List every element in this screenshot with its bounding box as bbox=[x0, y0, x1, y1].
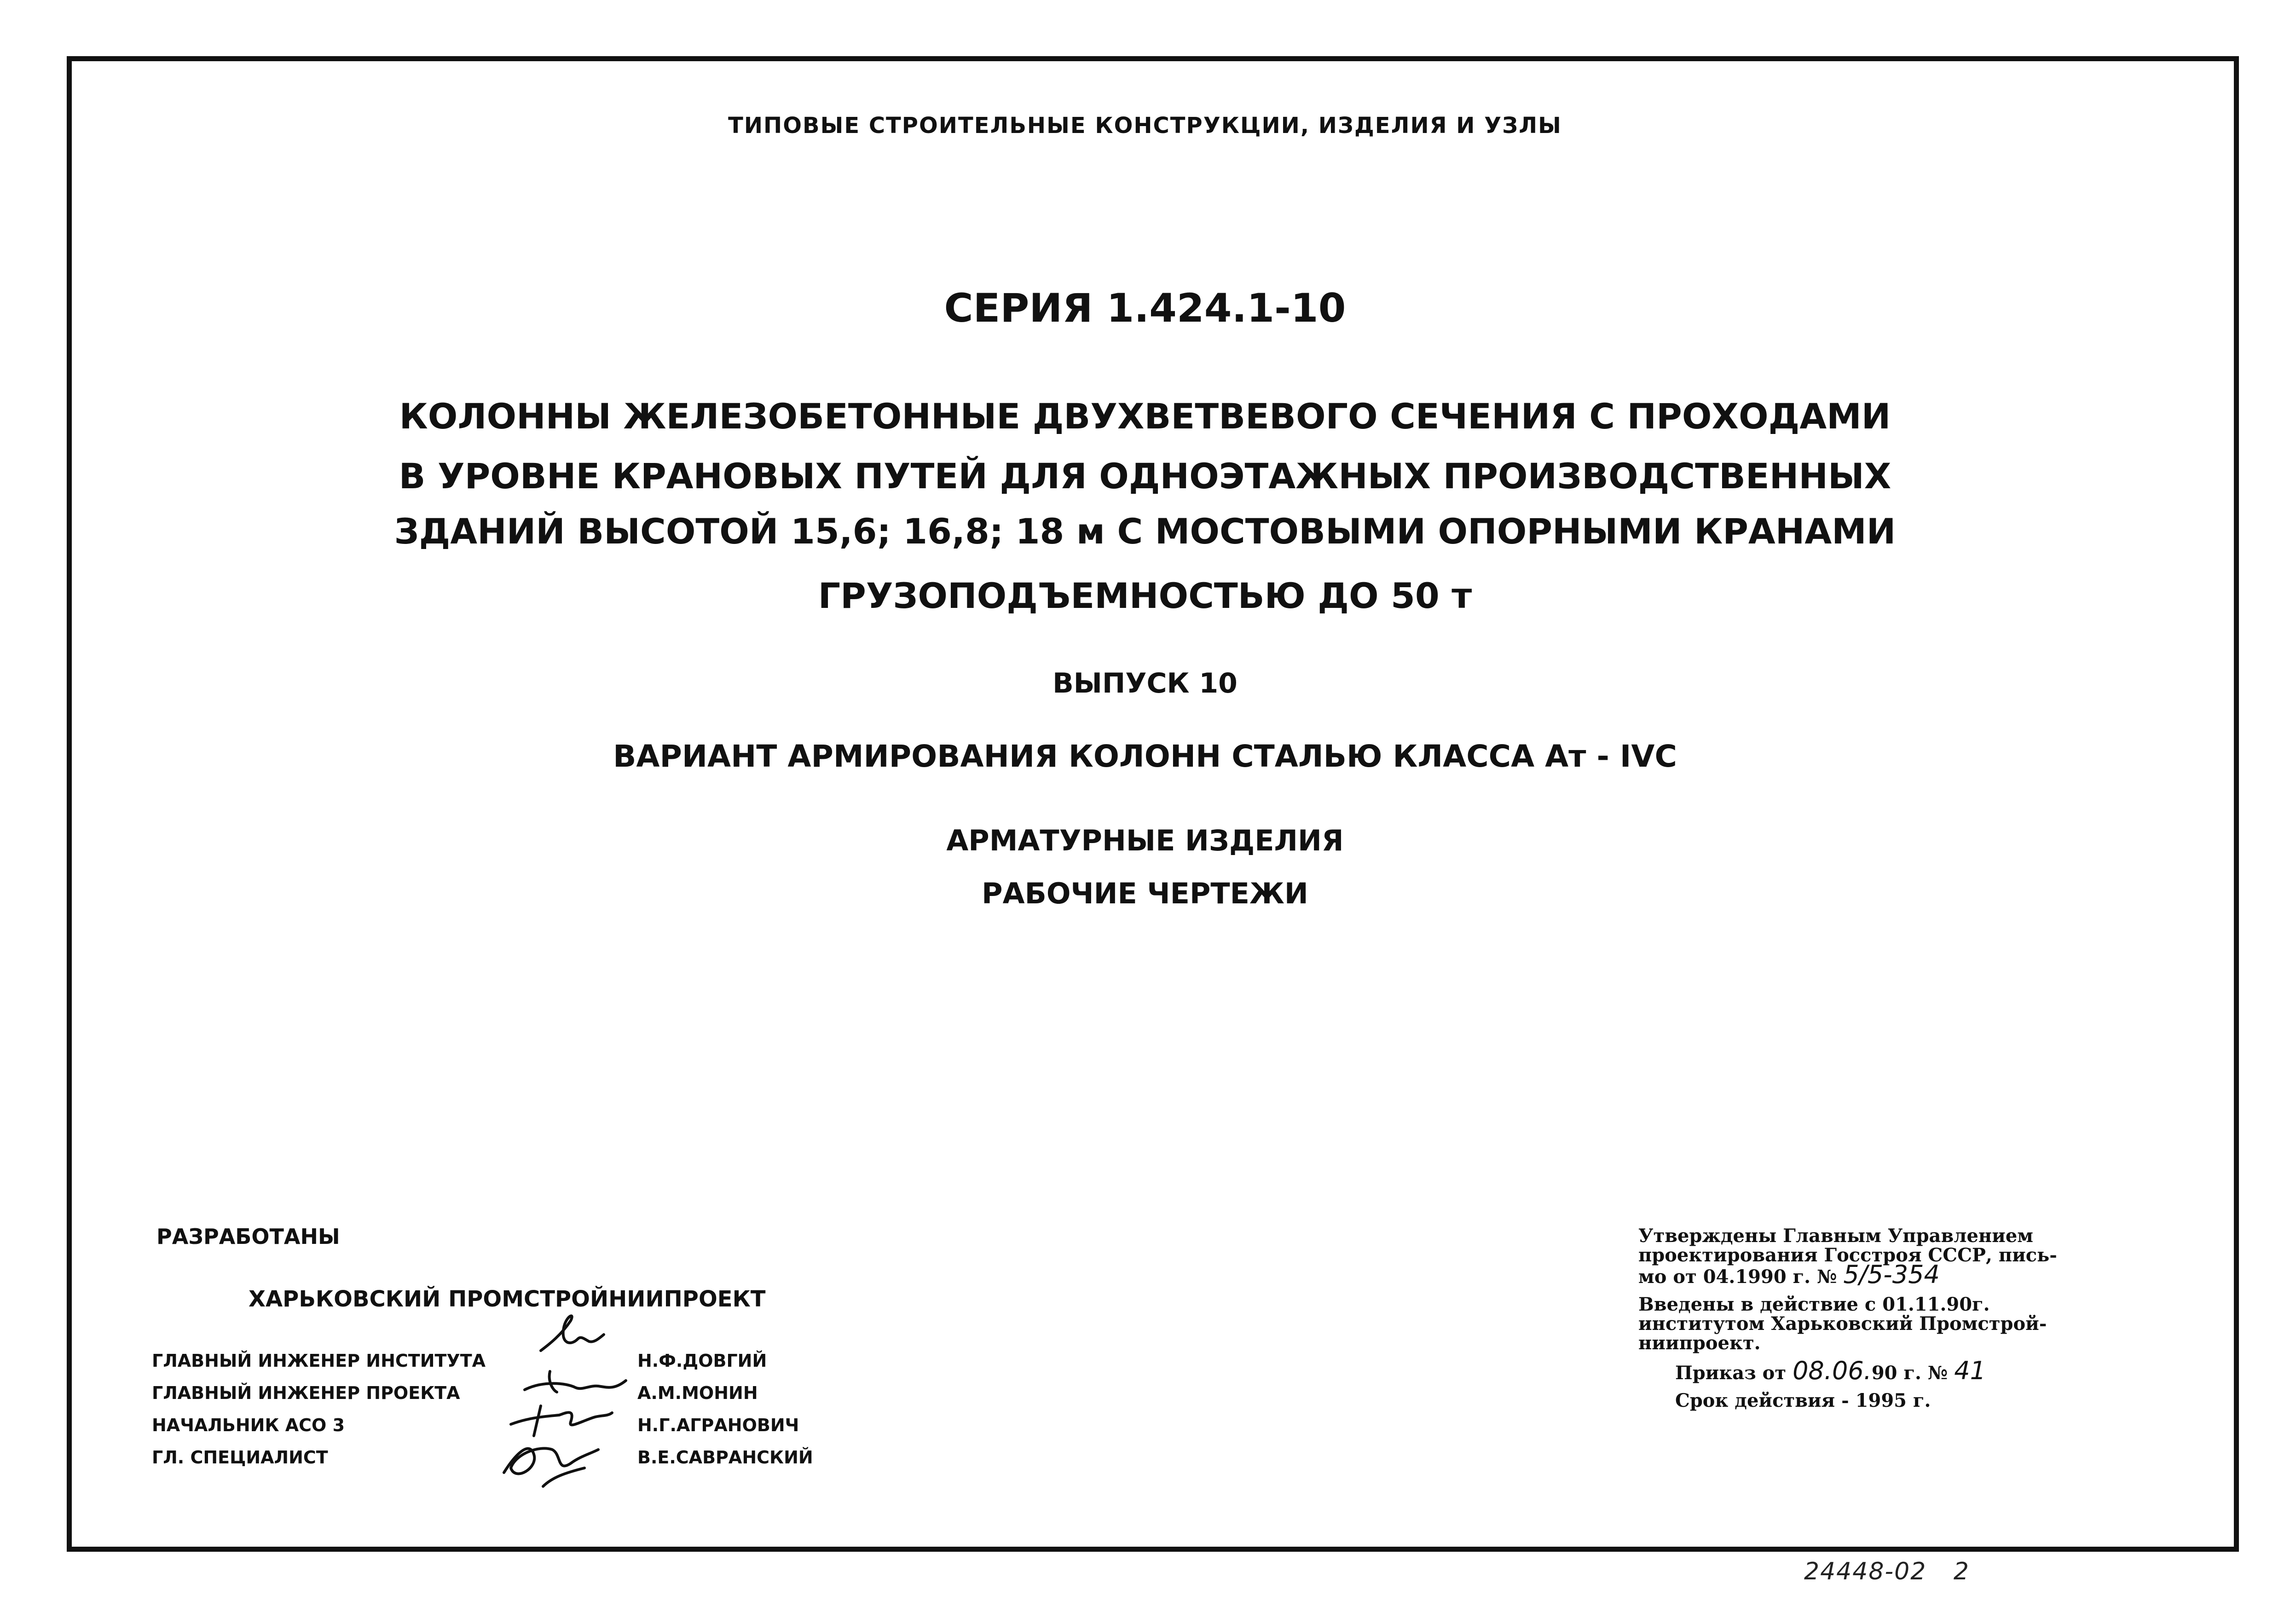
staff-name-4: В.Е.САВРАНСКИЙ bbox=[637, 1447, 813, 1468]
introduced-line-1: Введены в действие с 01.11.90г. bbox=[1638, 1294, 1990, 1315]
signature-agranovich bbox=[511, 1406, 612, 1436]
signature-savranskiy bbox=[504, 1448, 598, 1486]
collection-title: ТИПОВЫЕ СТРОИТЕЛЬНЫЕ КОНСТРУКЦИИ, ИЗДЕЛИЯ И УЗЛЫ bbox=[728, 113, 1562, 139]
introduced-line-2: институтом Харьковский Промстрой- bbox=[1638, 1313, 2047, 1335]
title-line-1: КОЛОННЫ ЖЕЛЕЗОБЕТОННЫЕ ДВУХВЕТВЕВОГО СЕЧЕНИЯ С ПРОХОДАМИ bbox=[399, 396, 1891, 437]
staff-name-3: Н.Г.АГРАНОВИЧ bbox=[637, 1415, 799, 1435]
title-line-2: В УРОВНЕ КРАНОВЫХ ПУТЕЙ ДЛЯ ОДНОЭТАЖНЫХ ПРОИЗВОДСТВЕННЫХ bbox=[399, 456, 1891, 497]
approval-validity: Срок действия - 1995 г. bbox=[1675, 1390, 1931, 1411]
order-number: 41 bbox=[1954, 1356, 1986, 1385]
signature-dovgiy bbox=[541, 1316, 604, 1351]
title-line-3: ЗДАНИЙ ВЫСОТОЙ 15,6; 16,8; 18 м С МОСТОВЫМИ ОПОРНЫМИ КРАНАМИ bbox=[394, 511, 1896, 552]
variant-text: ВАРИАНТ АРМИРОВАНИЯ КОЛОНН СТАЛЬЮ КЛАССА Ат - IVС bbox=[613, 739, 1677, 774]
developed-label: РАЗРАБОТАНЫ bbox=[156, 1224, 340, 1249]
staff-position-2: ГЛАВНЫЙ ИНЖЕНЕР ПРОЕКТА bbox=[152, 1383, 460, 1403]
subtitle-line-2: РАБОЧИЕ ЧЕРТЕЖИ bbox=[982, 877, 1308, 910]
staff-position-4: ГЛ. СПЕЦИАЛИСТ bbox=[152, 1447, 328, 1468]
order-prefix: Приказ от bbox=[1675, 1362, 1787, 1384]
subtitle-line-1: АРМАТУРНЫЕ ИЗДЕЛИЯ bbox=[946, 824, 1344, 857]
handwritten-signatures bbox=[460, 1302, 653, 1496]
sheet-code-number: 24448-02 bbox=[1804, 1558, 1927, 1585]
approval-approved bbox=[1638, 1226, 2135, 1287]
issue-label: ВЫПУСК 10 bbox=[1052, 667, 1238, 699]
staff-position-3: НАЧАЛЬНИК АСО 3 bbox=[152, 1415, 345, 1435]
introduced-line-3: ниипроект. bbox=[1638, 1332, 1761, 1354]
approval-introduced bbox=[1638, 1295, 2135, 1353]
order-middle: 90 г. № bbox=[1871, 1362, 1948, 1384]
approved-line-1: Утверждены Главным Управлением bbox=[1638, 1225, 2034, 1247]
sheet-code bbox=[1804, 1558, 1970, 1585]
approved-line-2: проектирования Госстроя СССР, пись- bbox=[1638, 1244, 2057, 1266]
sheet-page-number: 2 bbox=[1953, 1558, 1970, 1585]
approval-order bbox=[1638, 1356, 2135, 1385]
approved-line-3 bbox=[1638, 1260, 2135, 1289]
approved-letter-number: 5/5-354 bbox=[1843, 1260, 1940, 1289]
staff-name-1: Н.Ф.ДОВГИЙ bbox=[637, 1351, 767, 1371]
approval-block bbox=[1638, 1226, 2135, 1419]
staff-position-1: ГЛАВНЫЙ ИНЖЕНЕР ИНСТИТУТА bbox=[152, 1351, 486, 1371]
approved-line-3-text: мо от 04.1990 г. № bbox=[1638, 1266, 1837, 1288]
signature-monin bbox=[525, 1371, 626, 1392]
title-line-4: ГРУЗОПОДЪЕМНОСТЬЮ ДО 50 т bbox=[818, 575, 1472, 616]
institute-name: ХАРЬКОВСКИЙ ПРОМСТРОЙНИИПРОЕКТ bbox=[249, 1286, 766, 1312]
order-date: 08.06. bbox=[1793, 1356, 1872, 1385]
series-label: СЕРИЯ 1.424.1-10 bbox=[944, 285, 1346, 331]
staff-name-2: А.М.МОНИН bbox=[637, 1383, 758, 1403]
